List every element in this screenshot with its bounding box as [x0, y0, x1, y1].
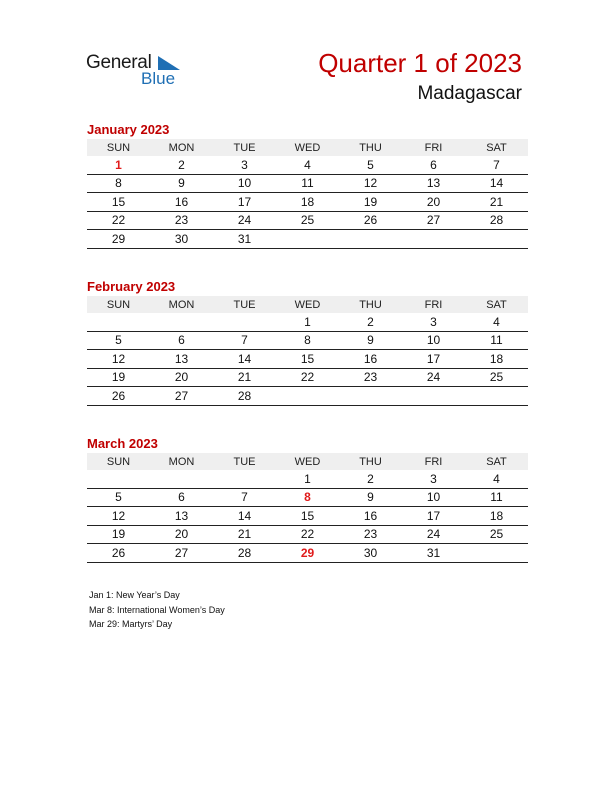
- day-cell: 28: [489, 213, 504, 228]
- day-cell: 9: [367, 333, 374, 348]
- day-cell: 30: [363, 545, 378, 560]
- weekday-label: FRI: [424, 141, 443, 154]
- month-title: January 2023: [87, 122, 170, 137]
- day-cell: 1: [304, 471, 311, 486]
- month-title: February 2023: [87, 279, 176, 294]
- day-cell: 27: [174, 388, 189, 403]
- weekday-label: WED: [294, 455, 321, 468]
- day-cell: 28: [237, 388, 252, 403]
- day-cell: 24: [237, 213, 252, 228]
- day-cell: 15: [300, 508, 315, 523]
- day-cell: 19: [111, 527, 126, 542]
- day-cell: 5: [115, 490, 122, 505]
- day-cell: 13: [174, 508, 189, 523]
- day-cell: 15: [300, 351, 315, 366]
- weekday-label: FRI: [424, 455, 443, 468]
- day-cell: 24: [426, 527, 441, 542]
- day-cell: 10: [237, 176, 252, 191]
- day-cell: 16: [363, 351, 378, 366]
- day-cell: 13: [174, 351, 189, 366]
- day-cell: 8: [304, 333, 311, 348]
- day-cell: 5: [115, 333, 122, 348]
- day-cell: 25: [300, 213, 315, 228]
- holiday-date: 8: [304, 490, 311, 505]
- day-cell: 22: [300, 370, 315, 385]
- day-cell: 14: [237, 351, 252, 366]
- holiday-notes: [89, 588, 225, 632]
- weekday-label: MON: [168, 141, 195, 154]
- day-cell: 4: [304, 157, 311, 172]
- weekday-label: MON: [168, 298, 195, 311]
- month-weeks: [87, 156, 528, 249]
- quarter-title: Quarter 1 of 2023: [318, 48, 522, 78]
- month-january: [87, 121, 528, 249]
- day-cell: 26: [111, 545, 126, 560]
- day-cell: 27: [426, 213, 441, 228]
- day-cell: 7: [241, 333, 248, 348]
- holiday-note: Mar 8: International Women’s Day: [89, 604, 225, 615]
- weekday-label: SUN: [106, 455, 131, 468]
- day-cell: 20: [174, 370, 189, 385]
- weekday-label: SUN: [106, 141, 131, 154]
- weekday-label: THU: [359, 298, 382, 311]
- day-cell: 17: [426, 508, 441, 523]
- week-row: [87, 212, 528, 231]
- day-cell: 28: [237, 545, 252, 560]
- day-cell: 21: [237, 370, 252, 385]
- week-row: [87, 156, 528, 175]
- week-row: [87, 387, 528, 406]
- day-cell: 11: [490, 333, 503, 348]
- day-cell: 14: [237, 508, 252, 523]
- week-row: [87, 193, 528, 212]
- weekday-label: MON: [168, 455, 195, 468]
- holiday-note: Mar 29: Martyrs’ Day: [89, 619, 173, 629]
- day-cell: 12: [111, 508, 126, 523]
- holiday-note: Jan 1: New Year’s Day: [89, 590, 180, 600]
- day-cell: 26: [363, 213, 378, 228]
- day-cell: 23: [363, 527, 378, 542]
- weekday-label: THU: [359, 141, 382, 154]
- day-cell: 12: [111, 351, 126, 366]
- week-row: [87, 313, 528, 332]
- weekday-header: [87, 139, 528, 156]
- week-row: [87, 175, 528, 194]
- day-cell: 22: [300, 527, 315, 542]
- day-cell: 8: [115, 176, 122, 191]
- weekday-label: TUE: [233, 455, 256, 468]
- weekday-label: WED: [294, 141, 321, 154]
- holiday-date: 1: [115, 157, 122, 172]
- day-cell: 2: [178, 157, 185, 172]
- month-title: March 2023: [87, 436, 158, 451]
- day-cell: 26: [111, 388, 126, 403]
- day-cell: 18: [300, 194, 315, 209]
- day-cell: 21: [237, 527, 252, 542]
- weekday-label: WED: [294, 298, 321, 311]
- day-cell: 7: [241, 490, 248, 505]
- day-cell: 16: [363, 508, 378, 523]
- month-february: [87, 278, 528, 406]
- logo-text-blue: Blue: [141, 69, 176, 88]
- day-cell: 18: [489, 508, 504, 523]
- week-row: [87, 350, 528, 369]
- day-cell: 31: [426, 545, 441, 560]
- day-cell: 23: [174, 213, 189, 228]
- logo-text-general: General: [86, 52, 152, 73]
- weekday-label: THU: [359, 455, 382, 468]
- day-cell: 11: [301, 176, 314, 191]
- weekday-header: [87, 296, 528, 313]
- day-cell: 6: [178, 333, 185, 348]
- day-cell: 9: [367, 490, 374, 505]
- day-cell: 25: [489, 370, 504, 385]
- day-cell: 19: [363, 194, 378, 209]
- day-cell: 4: [493, 314, 500, 329]
- day-cell: 15: [111, 194, 126, 209]
- day-cell: 25: [489, 527, 504, 542]
- week-row: [87, 230, 528, 249]
- day-cell: 9: [178, 176, 185, 191]
- day-cell: 17: [237, 194, 252, 209]
- week-row: [87, 544, 528, 563]
- day-cell: 27: [174, 545, 189, 560]
- day-cell: 21: [489, 194, 504, 209]
- day-cell: 10: [426, 490, 441, 505]
- week-row: [87, 526, 528, 545]
- day-cell: 4: [493, 471, 500, 486]
- week-row: [87, 507, 528, 526]
- country-name: Madagascar: [417, 83, 522, 104]
- weekday-label: TUE: [233, 298, 256, 311]
- day-cell: 3: [430, 314, 437, 329]
- weekday-label: SAT: [486, 298, 507, 311]
- month-weeks: [87, 470, 528, 563]
- day-cell: 16: [174, 194, 189, 209]
- holiday-date: 29: [300, 545, 315, 560]
- day-cell: 1: [304, 314, 311, 329]
- month-weeks: [87, 313, 528, 406]
- day-cell: 2: [367, 314, 374, 329]
- weekday-label: SAT: [486, 455, 507, 468]
- day-cell: 22: [111, 213, 126, 228]
- brand-logo: [86, 52, 196, 92]
- day-cell: 23: [363, 370, 378, 385]
- weekday-label: TUE: [233, 141, 256, 154]
- month-march: [87, 435, 528, 563]
- week-row: [87, 489, 528, 508]
- day-cell: 5: [367, 157, 374, 172]
- day-cell: 3: [241, 157, 248, 172]
- day-cell: 13: [426, 176, 441, 191]
- day-cell: 6: [430, 157, 437, 172]
- week-row: [87, 332, 528, 351]
- day-cell: 14: [489, 176, 504, 191]
- day-cell: 3: [430, 471, 437, 486]
- day-cell: 12: [363, 176, 378, 191]
- week-row: [87, 369, 528, 388]
- day-cell: 31: [237, 231, 252, 246]
- day-cell: 24: [426, 370, 441, 385]
- day-cell: 11: [490, 490, 503, 505]
- day-cell: 19: [111, 370, 126, 385]
- day-cell: 29: [111, 231, 126, 246]
- weekday-label: FRI: [424, 298, 443, 311]
- weekday-header: [87, 453, 528, 470]
- day-cell: 30: [174, 231, 189, 246]
- day-cell: 20: [426, 194, 441, 209]
- logo-triangle-icon: [158, 56, 180, 70]
- day-cell: 17: [426, 351, 441, 366]
- day-cell: 6: [178, 490, 185, 505]
- day-cell: 18: [489, 351, 504, 366]
- weekday-label: SAT: [486, 141, 507, 154]
- week-row: [87, 470, 528, 489]
- day-cell: 2: [367, 471, 374, 486]
- day-cell: 10: [426, 333, 441, 348]
- day-cell: 7: [493, 157, 500, 172]
- weekday-label: SUN: [106, 298, 131, 311]
- day-cell: 20: [174, 527, 189, 542]
